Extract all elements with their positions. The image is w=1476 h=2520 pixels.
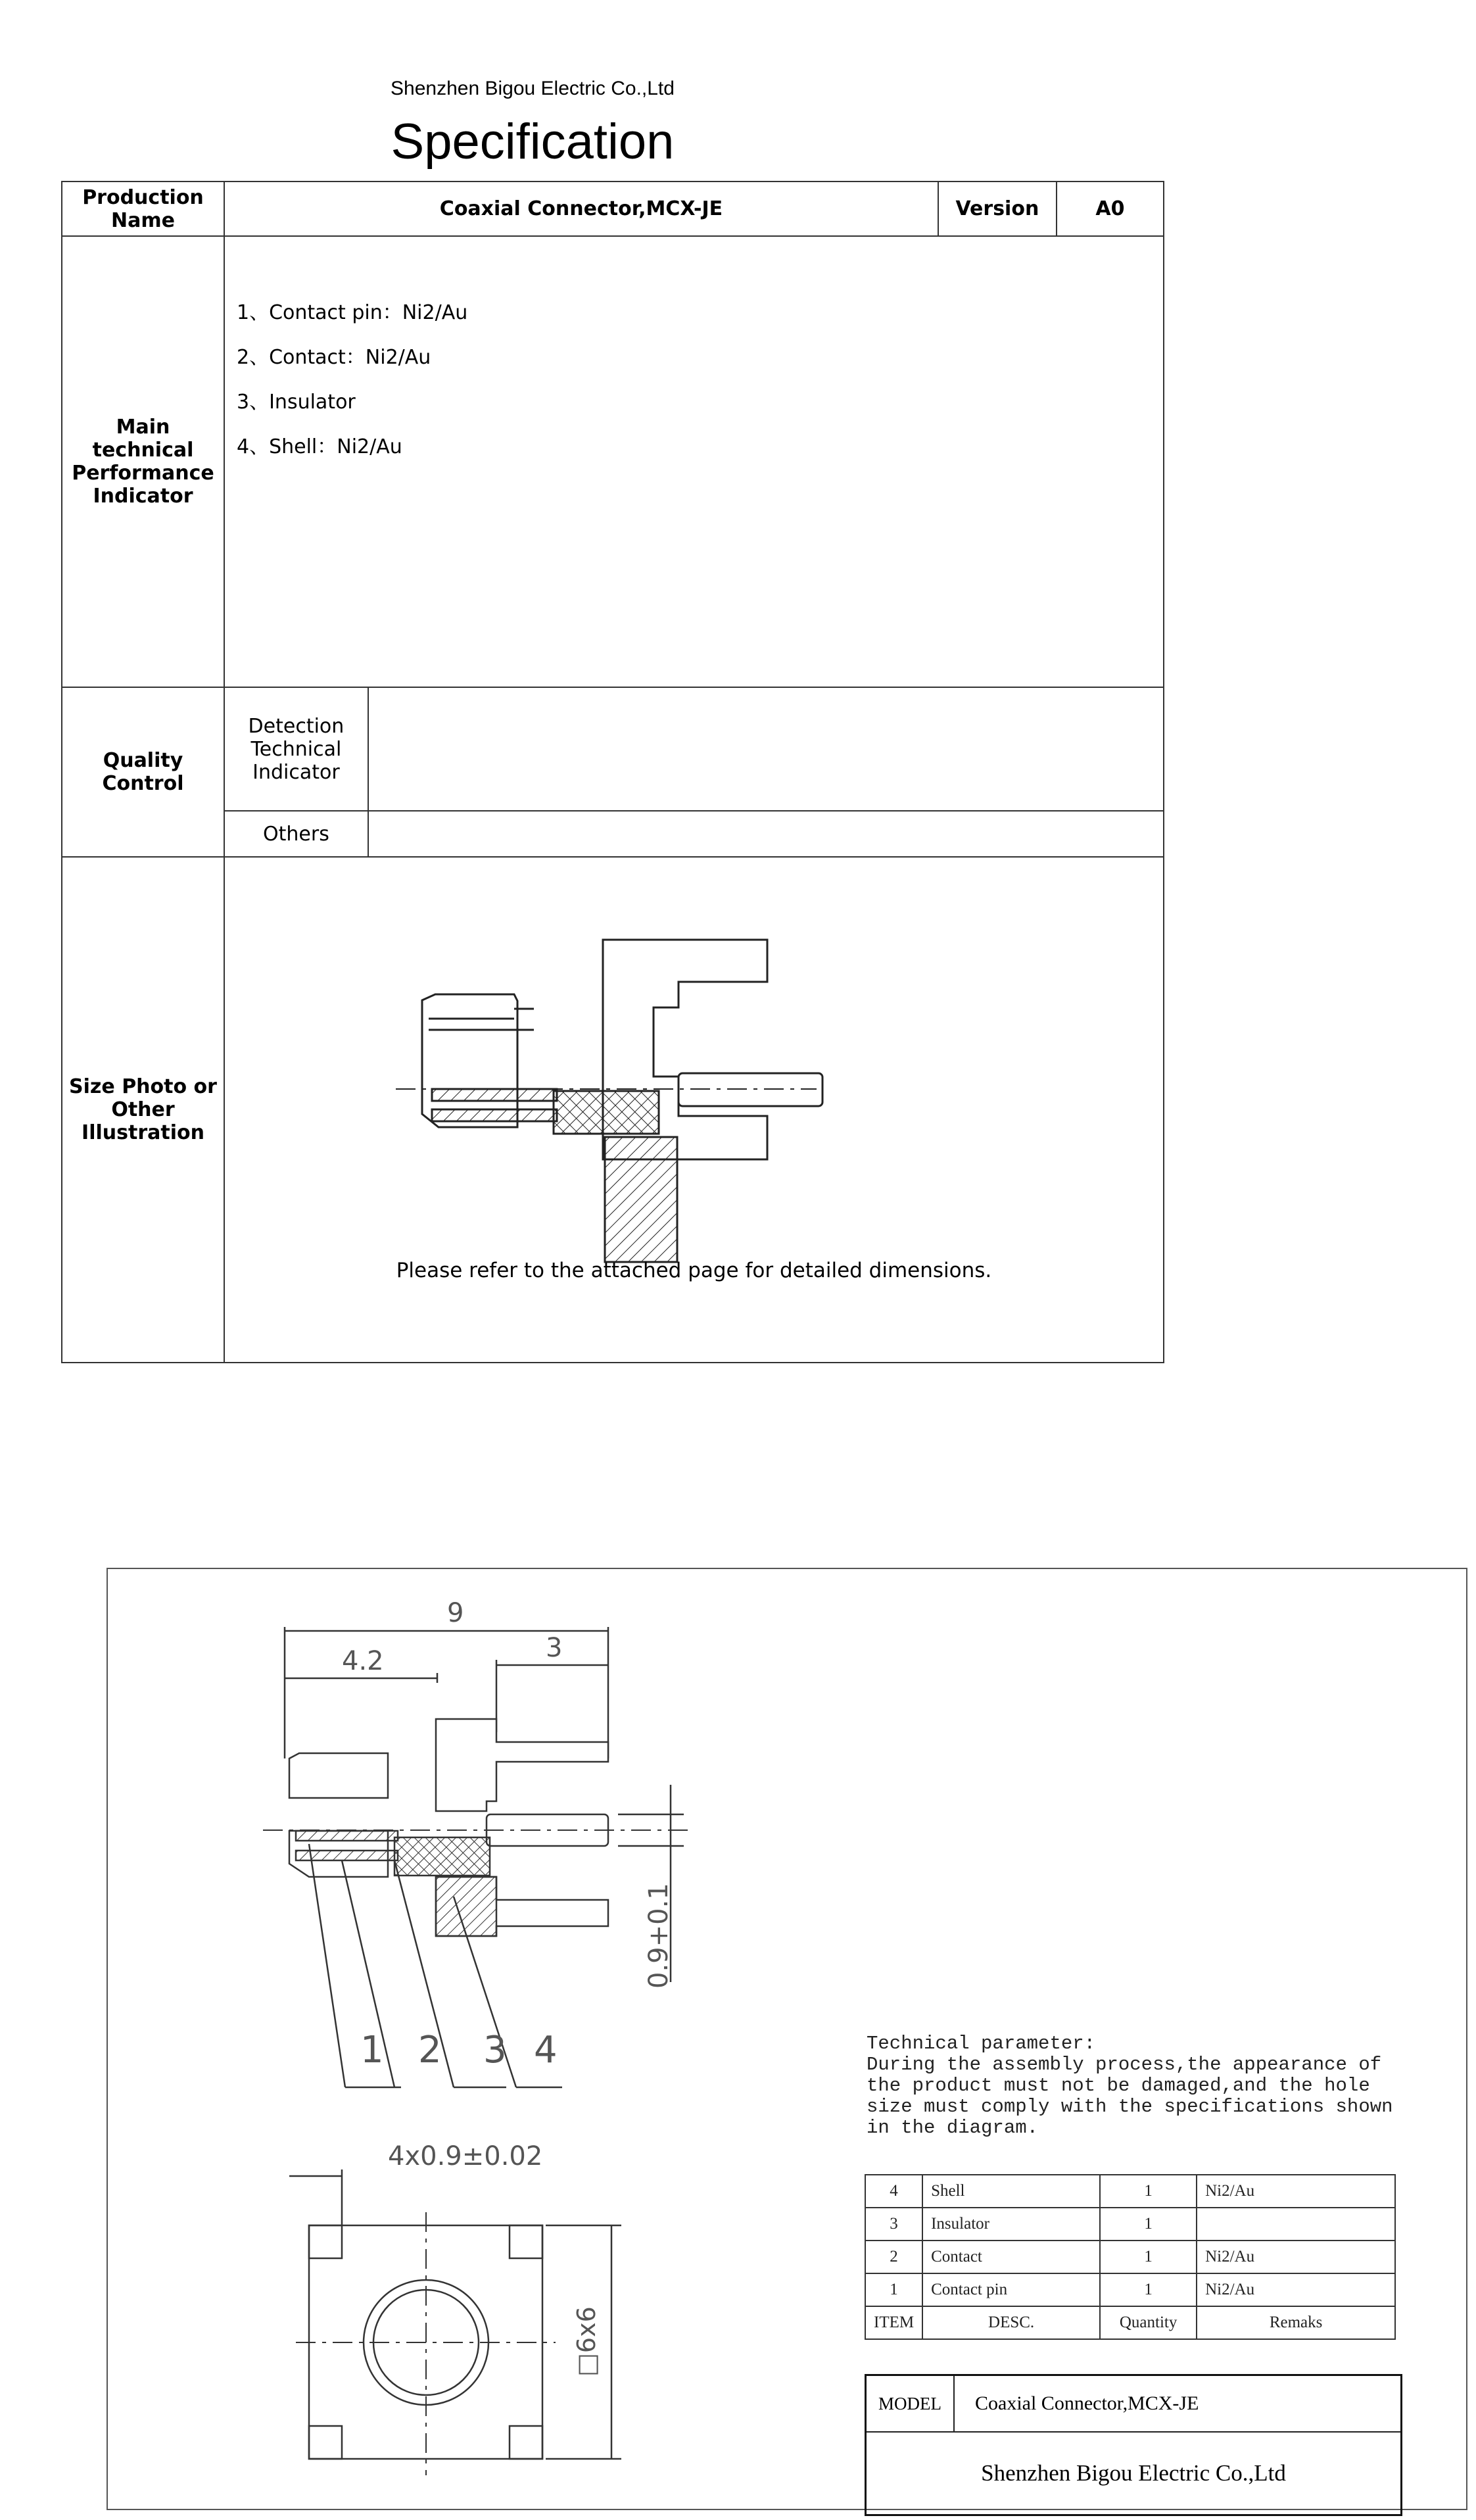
title-block [865,2374,1402,2516]
callout-2: 2 [418,2029,442,2072]
table-row [865,2208,1395,2241]
size-photo-cell [224,857,1164,1363]
technical-parameter-heading: Technical parameter: [867,2033,1096,2054]
dim-square: □6x6 [572,2306,601,2377]
model-row [867,2376,1400,2433]
dim-pin-diameter: 0.9+0.1 [644,1883,674,1989]
bom-item: 2 [865,2241,922,2273]
table-header-row [865,2306,1395,2339]
table-row [865,2273,1395,2306]
detection-value [368,687,1164,811]
bom-header-qty: Quantity [1100,2306,1197,2339]
performance-cell [224,236,1164,687]
production-name-label: Production Name [62,182,224,236]
quality-control-label: Quality Control [62,687,224,857]
bom-remarks: Ni2/Au [1197,2273,1395,2306]
performance-item: 2、Contact：Ni2/Au [237,346,431,369]
bom-header-desc: DESC. [922,2306,1100,2339]
bom-item: 4 [865,2175,922,2208]
bom-header-item: ITEM [865,2306,922,2339]
bom-remarks [1197,2208,1395,2241]
version-label: Version [938,182,1057,236]
size-note: Please refer to the attached page for detailed dimensions. [396,1259,992,1282]
model-label: MODEL [867,2376,955,2431]
technical-parameter-body: During the assembly process,the appearance of the product must not be damaged,and the hole size must comply with the specifications shown in the diagram. [867,2054,1393,2139]
others-value [368,811,1164,857]
performance-item: 3、Insulator [237,391,356,414]
bom-item: 3 [865,2208,922,2241]
dim-pad: 4x0.9±0.02 [388,2141,543,2171]
title-block-company: Shenzhen Bigou Electric Co.,Ltd [981,2460,1286,2486]
version-value: A0 [1057,182,1164,236]
performance-list [225,291,1163,470]
production-name-value: Coaxial Connector,MCX-JE [224,182,938,236]
bom-desc: Insulator [922,2208,1100,2241]
bom-qty: 1 [1100,2208,1197,2241]
model-value: Coaxial Connector,MCX-JE [975,2392,1199,2414]
bom-qty: 1 [1100,2241,1197,2273]
dim-overall: 9 [447,1598,464,1628]
connector-side-view-drawing [225,858,1163,1362]
performance-item: 4、Shell：Ni2/Au [237,435,402,458]
bom-qty: 1 [1100,2273,1197,2306]
performance-item: 1、Contact pin：Ni2/Au [237,301,468,324]
dim-pin-length: 3 [546,1633,563,1663]
others-label: Others [224,811,368,857]
dim-offset: 4.2 [342,1646,384,1676]
performance-label: Main technical Performance Indicator [62,236,224,687]
bom-item: 1 [865,2273,922,2306]
bom-desc: Contact [922,2241,1100,2273]
company-name: Shenzhen Bigou Electric Co.,Ltd [391,78,675,99]
bom-desc: Contact pin [922,2273,1100,2306]
table-row [865,2175,1395,2208]
detection-label: Detection Technical Indicator [224,687,368,811]
bom-desc: Shell [922,2175,1100,2208]
size-photo-label: Size Photo or Other Illustration [62,857,224,1363]
spec-table [61,181,1164,1363]
bom-qty: 1 [1100,2175,1197,2208]
bom-remarks: Ni2/Au [1197,2175,1395,2208]
bom-table [865,2174,1396,2340]
technical-parameter [867,2033,1406,2139]
bom-header-remarks: Remaks [1197,2306,1395,2339]
bom-remarks: Ni2/Au [1197,2241,1395,2273]
page-title: Specification [391,114,675,170]
table-row [865,2241,1395,2273]
callout-3: 3 [483,2029,507,2072]
callout-1: 1 [360,2029,384,2072]
callout-4: 4 [534,2029,558,2072]
